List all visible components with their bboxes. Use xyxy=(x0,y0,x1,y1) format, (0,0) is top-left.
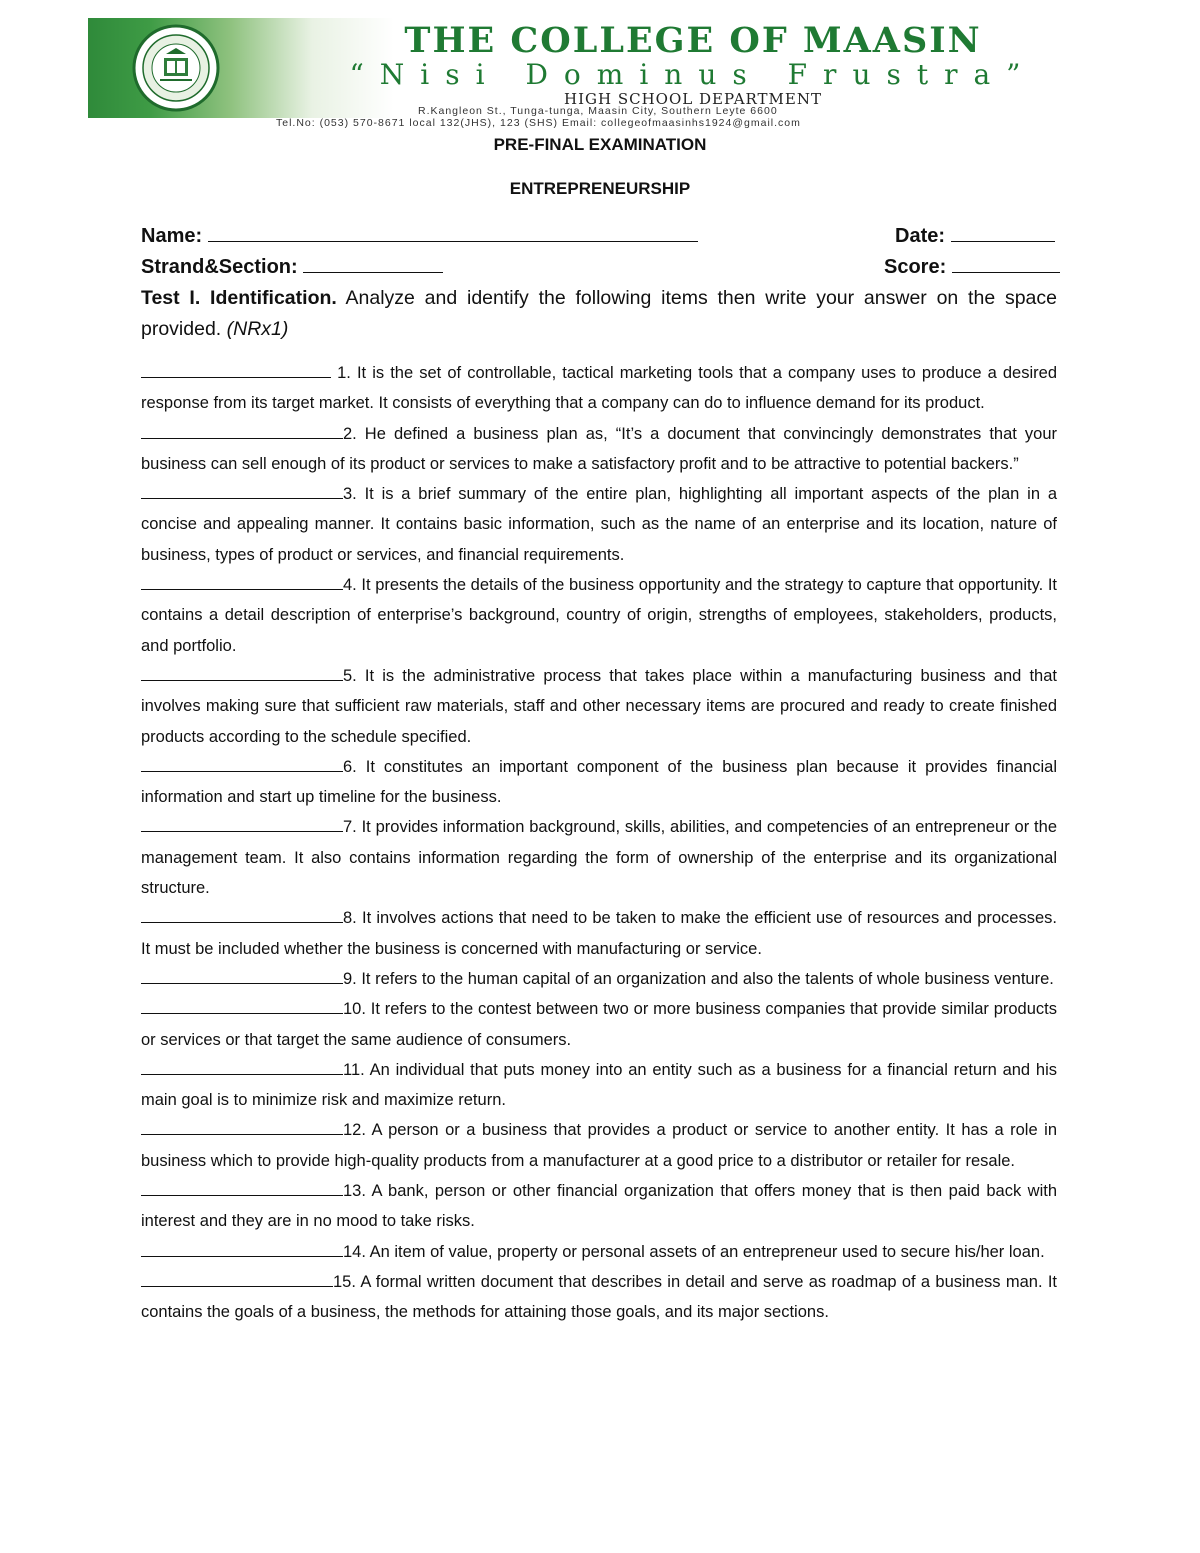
answer-blank[interactable] xyxy=(141,817,343,832)
list-item xyxy=(141,1176,1057,1237)
strand-section-label: Strand&Section: xyxy=(141,256,298,278)
strand-section-blank[interactable] xyxy=(303,254,443,273)
list-item xyxy=(141,419,1057,480)
item-text: It is the administrative process that takes place within a manufacturing business and that involves making sure that sufficient raw materials, staff and other necessary items are procured and ready to create finished products according to the schedule specified. xyxy=(141,666,1057,746)
item-number: 11. xyxy=(343,1060,365,1079)
item-text: A bank, person or other financial organization that offers money that is then paid back with interest and they are in no mood to take risks. xyxy=(141,1182,1057,1231)
item-text: It is a brief summary of the entire plan, highlighting all important aspects of the plan in a concise and appealing manner. It contains basic information, such as the name of an enterprise and its location, nature of business, types of product or services, and financial requirements. xyxy=(141,485,1057,564)
item-text: An item of value, property or personal assets of an entrepreneur used to secure his/her loan. xyxy=(365,1242,1045,1261)
item-text: It presents the details of the business opportunity and the strategy to capture that opportunity. It contains a detail description of enterprise’s background, country of origin, strengths of employees, stakeholders, products, and portfolio. xyxy=(141,576,1057,655)
answer-blank[interactable] xyxy=(141,666,343,681)
item-number: 12. xyxy=(343,1121,366,1140)
answer-blank[interactable] xyxy=(141,1242,343,1257)
list-item xyxy=(141,1115,1057,1176)
item-number: 8. xyxy=(343,909,357,928)
item-number: 14. xyxy=(343,1242,366,1261)
list-item xyxy=(141,964,1057,994)
exam-title: PRE-FINAL EXAMINATION xyxy=(493,135,707,154)
school-address: R.Kangleon St., Tunga-tunga, Maasin City, Southern Leyte 6600 xyxy=(418,105,778,117)
item-number: 6. xyxy=(343,757,357,776)
item-number: 9. xyxy=(343,969,357,988)
school-motto: “Nisi Dominus Frustra” xyxy=(349,58,1037,91)
answer-blank[interactable] xyxy=(141,575,343,590)
list-item xyxy=(141,358,1057,419)
score-label: Score: xyxy=(884,256,947,278)
name-label: Name: xyxy=(141,225,203,247)
answer-blank[interactable] xyxy=(141,999,343,1014)
list-item xyxy=(141,661,1057,752)
school-contact: Tel.No: (053) 570-8671 local 132(JHS), 123 (SHS) Email: collegeofmaasinhs1924@gmail.com xyxy=(276,117,801,129)
item-number: 13. xyxy=(343,1182,366,1201)
item-text: It involves actions that need to be taken to make the efficient use of resources and processes. It must be included whether the business is concerned with manufacturing or service. xyxy=(141,909,1057,958)
answer-blank[interactable] xyxy=(141,363,331,378)
item-text: It constitutes an important component of the business plan because it provides financial information and start up timeline for the business. xyxy=(141,757,1057,807)
answer-blank[interactable] xyxy=(141,1120,343,1135)
score-field xyxy=(884,254,1060,279)
answer-blank[interactable] xyxy=(141,424,343,439)
identification-items xyxy=(141,358,1057,1328)
item-number: 1. xyxy=(337,364,351,382)
item-number: 10. xyxy=(343,1000,366,1019)
strand-section-field xyxy=(141,254,443,279)
test-instructions xyxy=(141,283,1057,345)
item-number: 15. xyxy=(333,1272,356,1291)
answer-blank[interactable] xyxy=(141,969,343,984)
test-heading: Test I. Identification. xyxy=(141,287,337,309)
item-text: It refers to the human capital of an organization and also the talents of whole business venture. xyxy=(356,969,1054,988)
item-number: 5. xyxy=(343,666,357,685)
list-item xyxy=(141,1237,1057,1267)
item-text: It provides information background, skills, abilities, and competencies of an entrepreneur or the management team. It also contains information regarding the form of ownership of the enterprise and its organizational structure. xyxy=(141,818,1057,898)
list-item xyxy=(141,1055,1057,1116)
list-item xyxy=(141,903,1057,964)
answer-blank[interactable] xyxy=(141,1181,343,1196)
score-blank[interactable] xyxy=(952,254,1060,273)
list-item xyxy=(141,570,1057,661)
item-text: A formal written document that describes in detail and serve as roadmap of a business man. It contains the goals of a business, the methods for attaining those goals, and its major sections. xyxy=(141,1272,1057,1322)
list-item xyxy=(141,812,1057,903)
school-header-banner xyxy=(88,18,1108,129)
test-scoring: (NRx1) xyxy=(226,318,289,340)
answer-blank[interactable] xyxy=(141,757,343,772)
date-field xyxy=(895,223,1055,248)
list-item xyxy=(141,479,1057,570)
answer-blank[interactable] xyxy=(141,1060,343,1075)
name-field xyxy=(141,223,698,248)
date-label: Date: xyxy=(895,225,946,247)
answer-blank[interactable] xyxy=(141,484,343,499)
item-number: 3. xyxy=(343,485,357,504)
exam-subject: ENTREPRENEURSHIP xyxy=(509,179,691,198)
department-name: HIGH SCHOOL DEPARTMENT xyxy=(564,90,822,108)
item-number: 4. xyxy=(343,576,357,595)
answer-blank[interactable] xyxy=(141,908,343,923)
item-text: An individual that puts money into an entity such as a business for a financial return and his main goal is to minimize risk and maximize return. xyxy=(141,1060,1057,1110)
item-text: A person or a business that provides a product or service to another entity. It has a role in business which to provide high-quality products from a manufacturer at a good price to a distributor or retailer for resale. xyxy=(141,1121,1057,1170)
item-text: He defined a business plan as, “It’s a document that convincingly demonstrates that your business can sell enough of its product or services to make a satisfactory profit and to be attractive to potential backers.” xyxy=(141,424,1057,473)
item-text: It is the set of controllable, tactical marketing tools that a company uses to produce a desired response from its target market. It consists of everything that a company can do to influence demand for its product. xyxy=(141,364,1057,413)
list-item xyxy=(141,752,1057,813)
test-instruction-text: Analyze and identify the following items then write your answer on the space provided. xyxy=(141,287,1057,340)
list-item xyxy=(141,1267,1057,1328)
item-text: It refers to the contest between two or more business companies that provide similar products or services or that target the same audience of consumers. xyxy=(141,1000,1057,1049)
list-item xyxy=(141,994,1057,1055)
school-seal-icon xyxy=(132,24,220,112)
name-blank[interactable] xyxy=(208,223,698,242)
item-number: 2. xyxy=(343,424,357,443)
date-blank[interactable] xyxy=(951,223,1055,242)
answer-blank[interactable] xyxy=(141,1272,333,1287)
school-name: THE COLLEGE OF MAASIN xyxy=(404,20,982,61)
item-number: 7. xyxy=(343,818,357,837)
